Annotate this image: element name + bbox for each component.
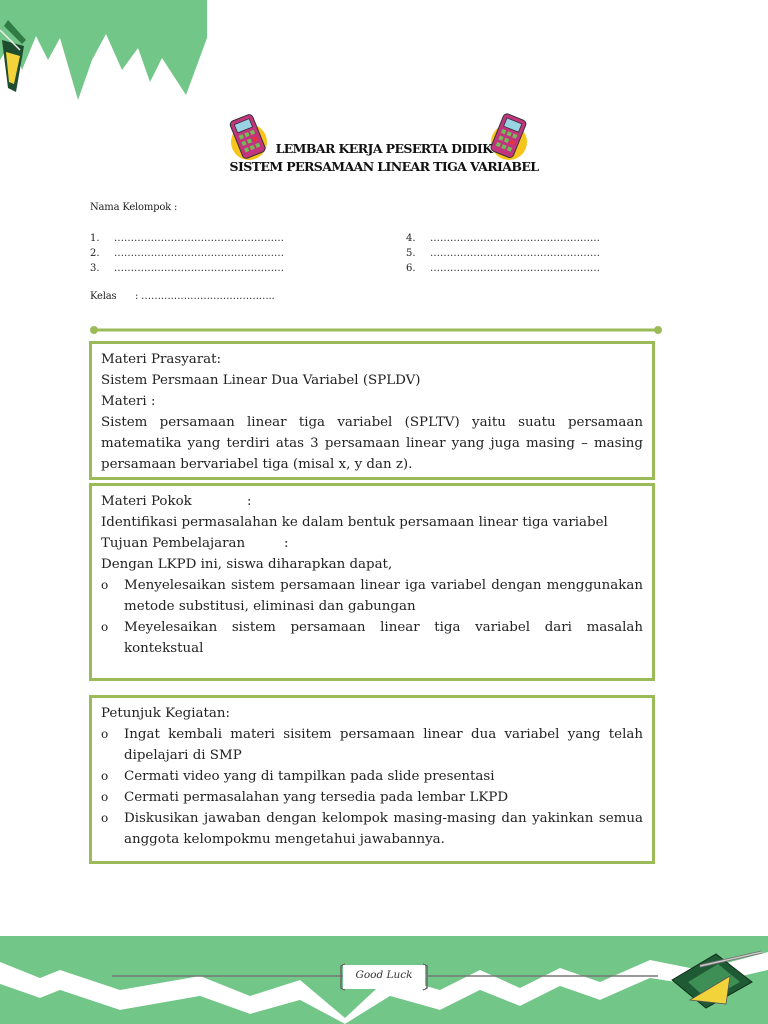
- prasyarat-value: Sistem Persmaan Linear Dua Variabel (SPLDV): [101, 373, 421, 388]
- member-line-5: [406, 246, 600, 261]
- member-dots: ……………………………………………: [430, 248, 600, 259]
- member-number: 2.: [90, 248, 100, 259]
- materi-pokok-box: [89, 483, 655, 681]
- member-number: 5.: [406, 248, 416, 259]
- title-line-1: LEMBAR KERJA PESERTA DIDIK: [275, 141, 493, 156]
- member-dots: ……………………………………………: [430, 263, 600, 274]
- list-item: [101, 787, 643, 808]
- bullet-text: Ingat kembali materi sisitem persamaan linear dua variabel yang telah dipelajari di SMP: [124, 727, 643, 763]
- materi-text: Sistem persamaan linear tiga variabel (SPLTV) yaitu suatu persamaan matematika yang terdiri atas 3 persamaan linear yang juga masing – masing persamaan bervariabel tiga (misal x, y dan z).: [101, 415, 643, 472]
- pokok-label: Materi Pokok: [101, 494, 192, 509]
- tujuan-intro: Dengan LKPD ini, siswa diharapkan dapat,: [101, 557, 393, 572]
- materi-label: Materi :: [101, 394, 156, 409]
- kelas-value: : …………………………………..: [135, 291, 275, 302]
- list-item: [101, 724, 643, 766]
- kelas-label: Kelas: [90, 291, 117, 302]
- title-line-2: SISTEM PERSAMAAN LINEAR TIGA VARIABEL: [229, 159, 539, 174]
- member-dots: ……………………………………………: [430, 233, 600, 244]
- prasyarat-label: Materi Prasyarat:: [101, 352, 222, 367]
- member-dots: ……………………………………………: [114, 263, 284, 274]
- nama-kelompok-label: Nama Kelompok :: [90, 202, 178, 213]
- document-title: [0, 140, 768, 176]
- tujuan-label: Tujuan Pembelajaran: [101, 536, 246, 551]
- member-line-4: [406, 231, 600, 246]
- bullet-text: Menyelesaikan sistem persamaan linear iga variabel dengan menggunakan metode substitusi, eliminasi dan gabungan: [124, 578, 643, 614]
- member-number: 1.: [90, 233, 100, 244]
- member-dots: ……………………………………………: [114, 248, 284, 259]
- member-line-2: [90, 246, 284, 261]
- top-mountain-decoration: [0, 0, 210, 110]
- list-item: [101, 808, 643, 850]
- list-item: [101, 575, 643, 617]
- petunjuk-kegiatan-box: [89, 695, 655, 864]
- member-line-1: [90, 231, 284, 246]
- petunjuk-label: Petunjuk Kegiatan:: [101, 706, 231, 721]
- bullet-text: Diskusikan jawaban dengan kelompok masing-masing dan yakinkan semua anggota kelompokmu mengetahui jawabannya.: [124, 811, 643, 847]
- bullet-marker: o: [101, 620, 109, 634]
- member-line-3: [90, 261, 284, 276]
- kelas-row: [90, 291, 275, 302]
- section-divider: [90, 324, 662, 336]
- tujuan-colon: :: [284, 536, 289, 551]
- materi-prasyarat-box: [89, 341, 655, 480]
- bullet-text: Cermati video yang di tampilkan pada slide presentasi: [124, 769, 495, 784]
- bullet-marker: o: [101, 790, 109, 804]
- member-line-6: [406, 261, 600, 276]
- bullet-marker: o: [101, 811, 109, 825]
- bullet-marker: o: [101, 769, 109, 783]
- pokok-colon: :: [247, 494, 252, 509]
- pokok-value: Identifikasi permasalahan ke dalam bentuk persamaan linear tiga variabel: [101, 515, 608, 530]
- list-item: [101, 617, 643, 659]
- bullet-text: Meyelesaikan sistem persamaan linear tiga variabel dari masalah kontekstual: [124, 620, 643, 656]
- member-number: 6.: [406, 263, 416, 274]
- bullet-text: Cermati permasalahan yang tersedia pada lembar LKPD: [124, 790, 509, 805]
- member-number: 3.: [90, 263, 100, 274]
- list-item: [101, 766, 643, 787]
- member-number: 4.: [406, 233, 416, 244]
- member-dots: ……………………………………………: [114, 233, 284, 244]
- good-luck-label: Good Luck: [355, 969, 413, 981]
- bullet-marker: o: [101, 727, 109, 741]
- bullet-marker: o: [101, 578, 109, 592]
